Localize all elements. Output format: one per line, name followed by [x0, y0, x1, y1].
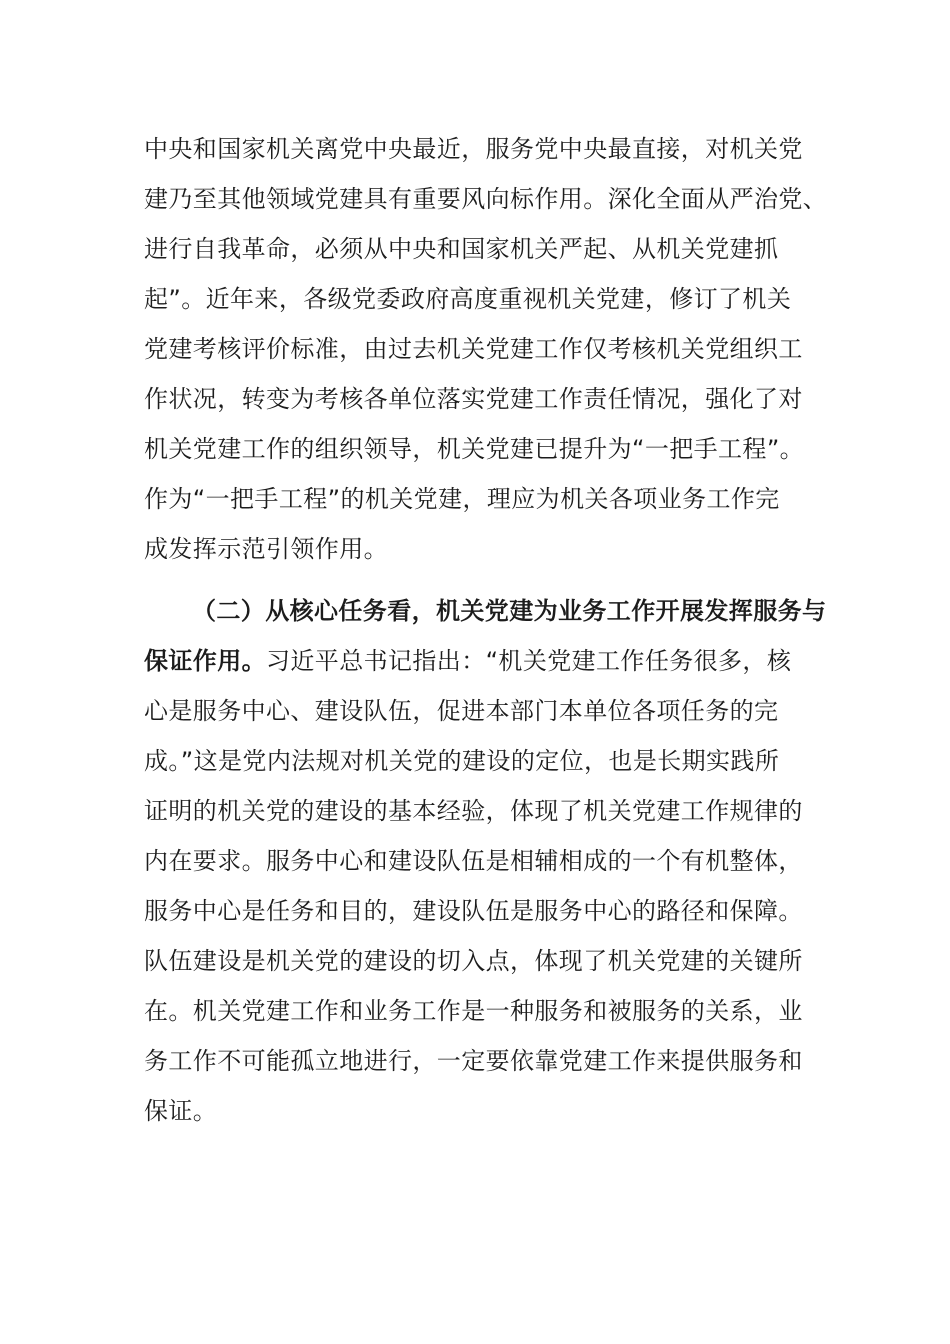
paragraph-2-line: 证明的机关党的建设的基本经验，体现了机关党建工作规律的 [144, 797, 803, 825]
paragraph-2-line: 队伍建设是机关党的建设的切入点，体现了机关党建的关键所 [144, 947, 803, 975]
paragraph-1-line: 起”。近年来，各级党委政府高度重视机关党建，修订了机关 [144, 285, 792, 313]
paragraph-1-line: 作为“一把手工程”的机关党建，理应为机关各项业务工作完 [144, 485, 780, 513]
paragraph-2-line: 成。”这是党内法规对机关党的建设的定位，也是长期实践所 [144, 747, 780, 775]
paragraph-1-line: 建乃至其他领域党建具有重要风向标作用。深化全面从严治党、 [144, 185, 828, 213]
section-heading: （二）从核心任务看，机关党建为业务工作开展发挥服务与 [192, 597, 827, 625]
paragraph-1-line: 成发挥示范引领作用。 [144, 535, 388, 563]
paragraph-1-line: 机关党建工作的组织领导，机关党建已提升为“一把手工程”。 [144, 435, 805, 463]
paragraph-2-line: 心是服务中心、建设队伍，促进本部门本单位各项任务的完 [144, 697, 779, 725]
paragraph-2-line: 在。机关党建工作和业务工作是一种服务和被服务的关系，业 [144, 997, 803, 1025]
paragraph-2-line-text: 习近平总书记指出：“机关党建工作任务很多，核 [266, 647, 792, 675]
paragraph-1-line: 作状况，转变为考核各单位落实党建工作责任情况，强化了对 [144, 385, 803, 413]
paragraph-2-line: 保证。 [144, 1097, 218, 1125]
paragraph-2-line: 内在要求。服务中心和建设队伍是相辅相成的一个有机整体， [144, 847, 803, 875]
paragraph-1 [144, 124, 828, 574]
paragraph-1-line: 中央和国家机关离党中央最近，服务党中央最直接，对机关党 [144, 135, 803, 163]
paragraph-2-line: 服务中心是任务和目的，建设队伍是服务中心的路径和保障。 [144, 897, 803, 925]
paragraph-2-line: 务工作不可能孤立地进行，一定要依靠党建工作来提供服务和 [144, 1047, 803, 1075]
section-heading-end: 保证作用。 [144, 647, 266, 675]
paragraph-1-line: 党建考核评价标准，由过去机关党建工作仅考核机关党组织工 [144, 335, 803, 363]
paragraph-2-line [144, 636, 808, 686]
paragraph-2 [144, 586, 827, 1136]
paragraph-1-line: 进行自我革命，必须从中央和国家机关严起、从机关党建抓 [144, 235, 779, 263]
